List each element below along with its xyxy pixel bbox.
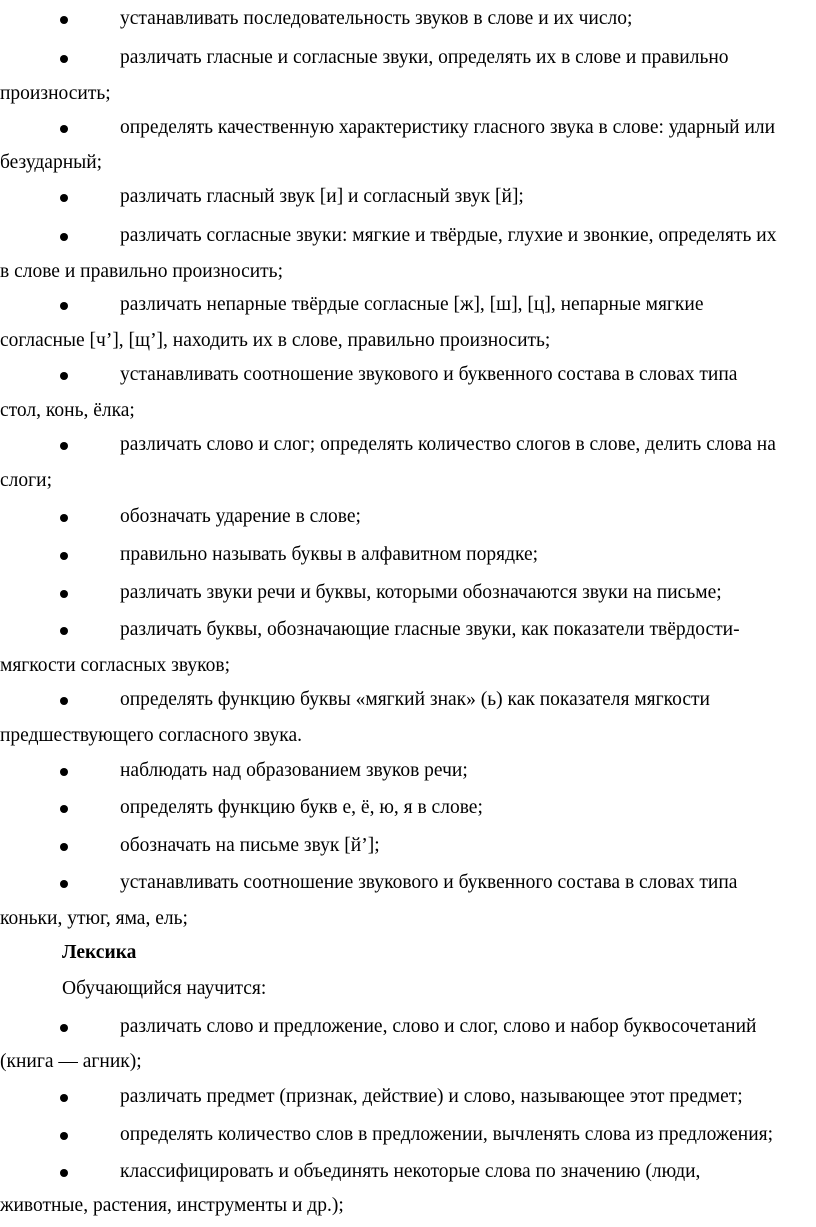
bullet-icon — [60, 1132, 68, 1140]
list-item: наблюдать над образованием звуков речи; — [120, 760, 468, 781]
list-item: правильно называть буквы в алфавитном порядке; — [120, 544, 539, 565]
list-item: определять качественную характеристику гласного звука в слове: ударный или — [120, 117, 776, 138]
list-item: различать слово и предложение, слово и слог, слово и набор буквосочетаний — [120, 1016, 757, 1037]
list-item: различать непарные твёрдые согласные [ж], [ш], [ц], непарные мягкие — [120, 294, 704, 315]
list-item-continuation: согласные [ч’], [щ’], находить их в слове, правильно произносить; — [0, 330, 551, 351]
list-item-continuation: коньки, утюг, яма, ель; — [0, 908, 188, 929]
list-item: различать предмет (признак, действие) и слово, называющее этот предмет; — [120, 1086, 743, 1107]
list-item-continuation: (книга — агник); — [0, 1051, 142, 1072]
list-item: обозначать ударение в слове; — [120, 506, 361, 527]
list-item: обозначать на письме звук [й’]; — [120, 835, 380, 856]
list-item: различать буквы, обозначающие гласные звуки, как показатели твёрдости- — [120, 619, 740, 640]
list-item-continuation: предшествующего согласного звука. — [0, 725, 302, 746]
list-item-continuation: произносить; — [0, 83, 111, 104]
bullet-icon — [60, 552, 68, 560]
list-item-continuation: слоги; — [0, 470, 52, 491]
bullet-icon — [60, 194, 68, 202]
bullet-icon — [60, 233, 68, 241]
section-heading: Лексика — [62, 942, 137, 963]
bullet-icon — [60, 590, 68, 598]
list-item: различать гласные и согласные звуки, определять их в слове и правильно — [120, 47, 729, 68]
bullet-icon — [60, 1024, 68, 1032]
list-item: различать гласный звук [и] и согласный звук [й]; — [120, 186, 524, 207]
bullet-icon — [60, 442, 68, 450]
bullet-icon — [60, 514, 68, 522]
bullet-icon — [60, 1094, 68, 1102]
intro-text: Обучающийся научится: — [62, 978, 267, 999]
bullet-icon — [60, 697, 68, 705]
list-item-continuation: животные, растения, инструменты и др.); — [0, 1195, 344, 1216]
list-item: определять количество слов в предложении, вычленять слова из предложения; — [120, 1124, 774, 1145]
list-item: устанавливать соотношение звукового и буквенного состава в словах типа — [120, 364, 738, 385]
bullet-icon — [60, 843, 68, 851]
list-item-continuation: в слове и правильно произносить; — [0, 261, 283, 282]
list-item: различать слово и слог; определять количество слогов в слове, делить слова на — [120, 434, 776, 455]
bullet-icon — [60, 805, 68, 813]
bullet-icon — [60, 768, 68, 776]
bullet-icon — [60, 16, 68, 24]
list-item: классифицировать и объединять некоторые слова по значению (люди, — [120, 1161, 701, 1182]
list-item-continuation: мягкости согласных звуков; — [0, 655, 230, 676]
list-item-continuation: безударный; — [0, 152, 103, 173]
list-item-continuation: стол, конь, ёлка; — [0, 400, 135, 421]
bullet-icon — [60, 55, 68, 63]
bullet-icon — [60, 627, 68, 635]
bullet-icon — [60, 125, 68, 133]
bullet-icon — [60, 880, 68, 888]
bullet-icon — [60, 372, 68, 380]
list-item: устанавливать последовательность звуков в слове и их число; — [120, 8, 633, 29]
list-item: определять функцию буквы «мягкий знак» (ь) как показателя мягкости — [120, 689, 710, 710]
list-item: определять функцию букв е, ё, ю, я в слове; — [120, 797, 483, 818]
list-item: устанавливать соотношение звукового и буквенного состава в словах типа — [120, 872, 738, 893]
list-item: различать согласные звуки: мягкие и твёрдые, глухие и звонкие, определять их — [120, 225, 777, 246]
list-item: различать звуки речи и буквы, которыми обозначаются звуки на письме; — [120, 582, 722, 603]
bullet-icon — [60, 1169, 68, 1177]
bullet-icon — [60, 302, 68, 310]
